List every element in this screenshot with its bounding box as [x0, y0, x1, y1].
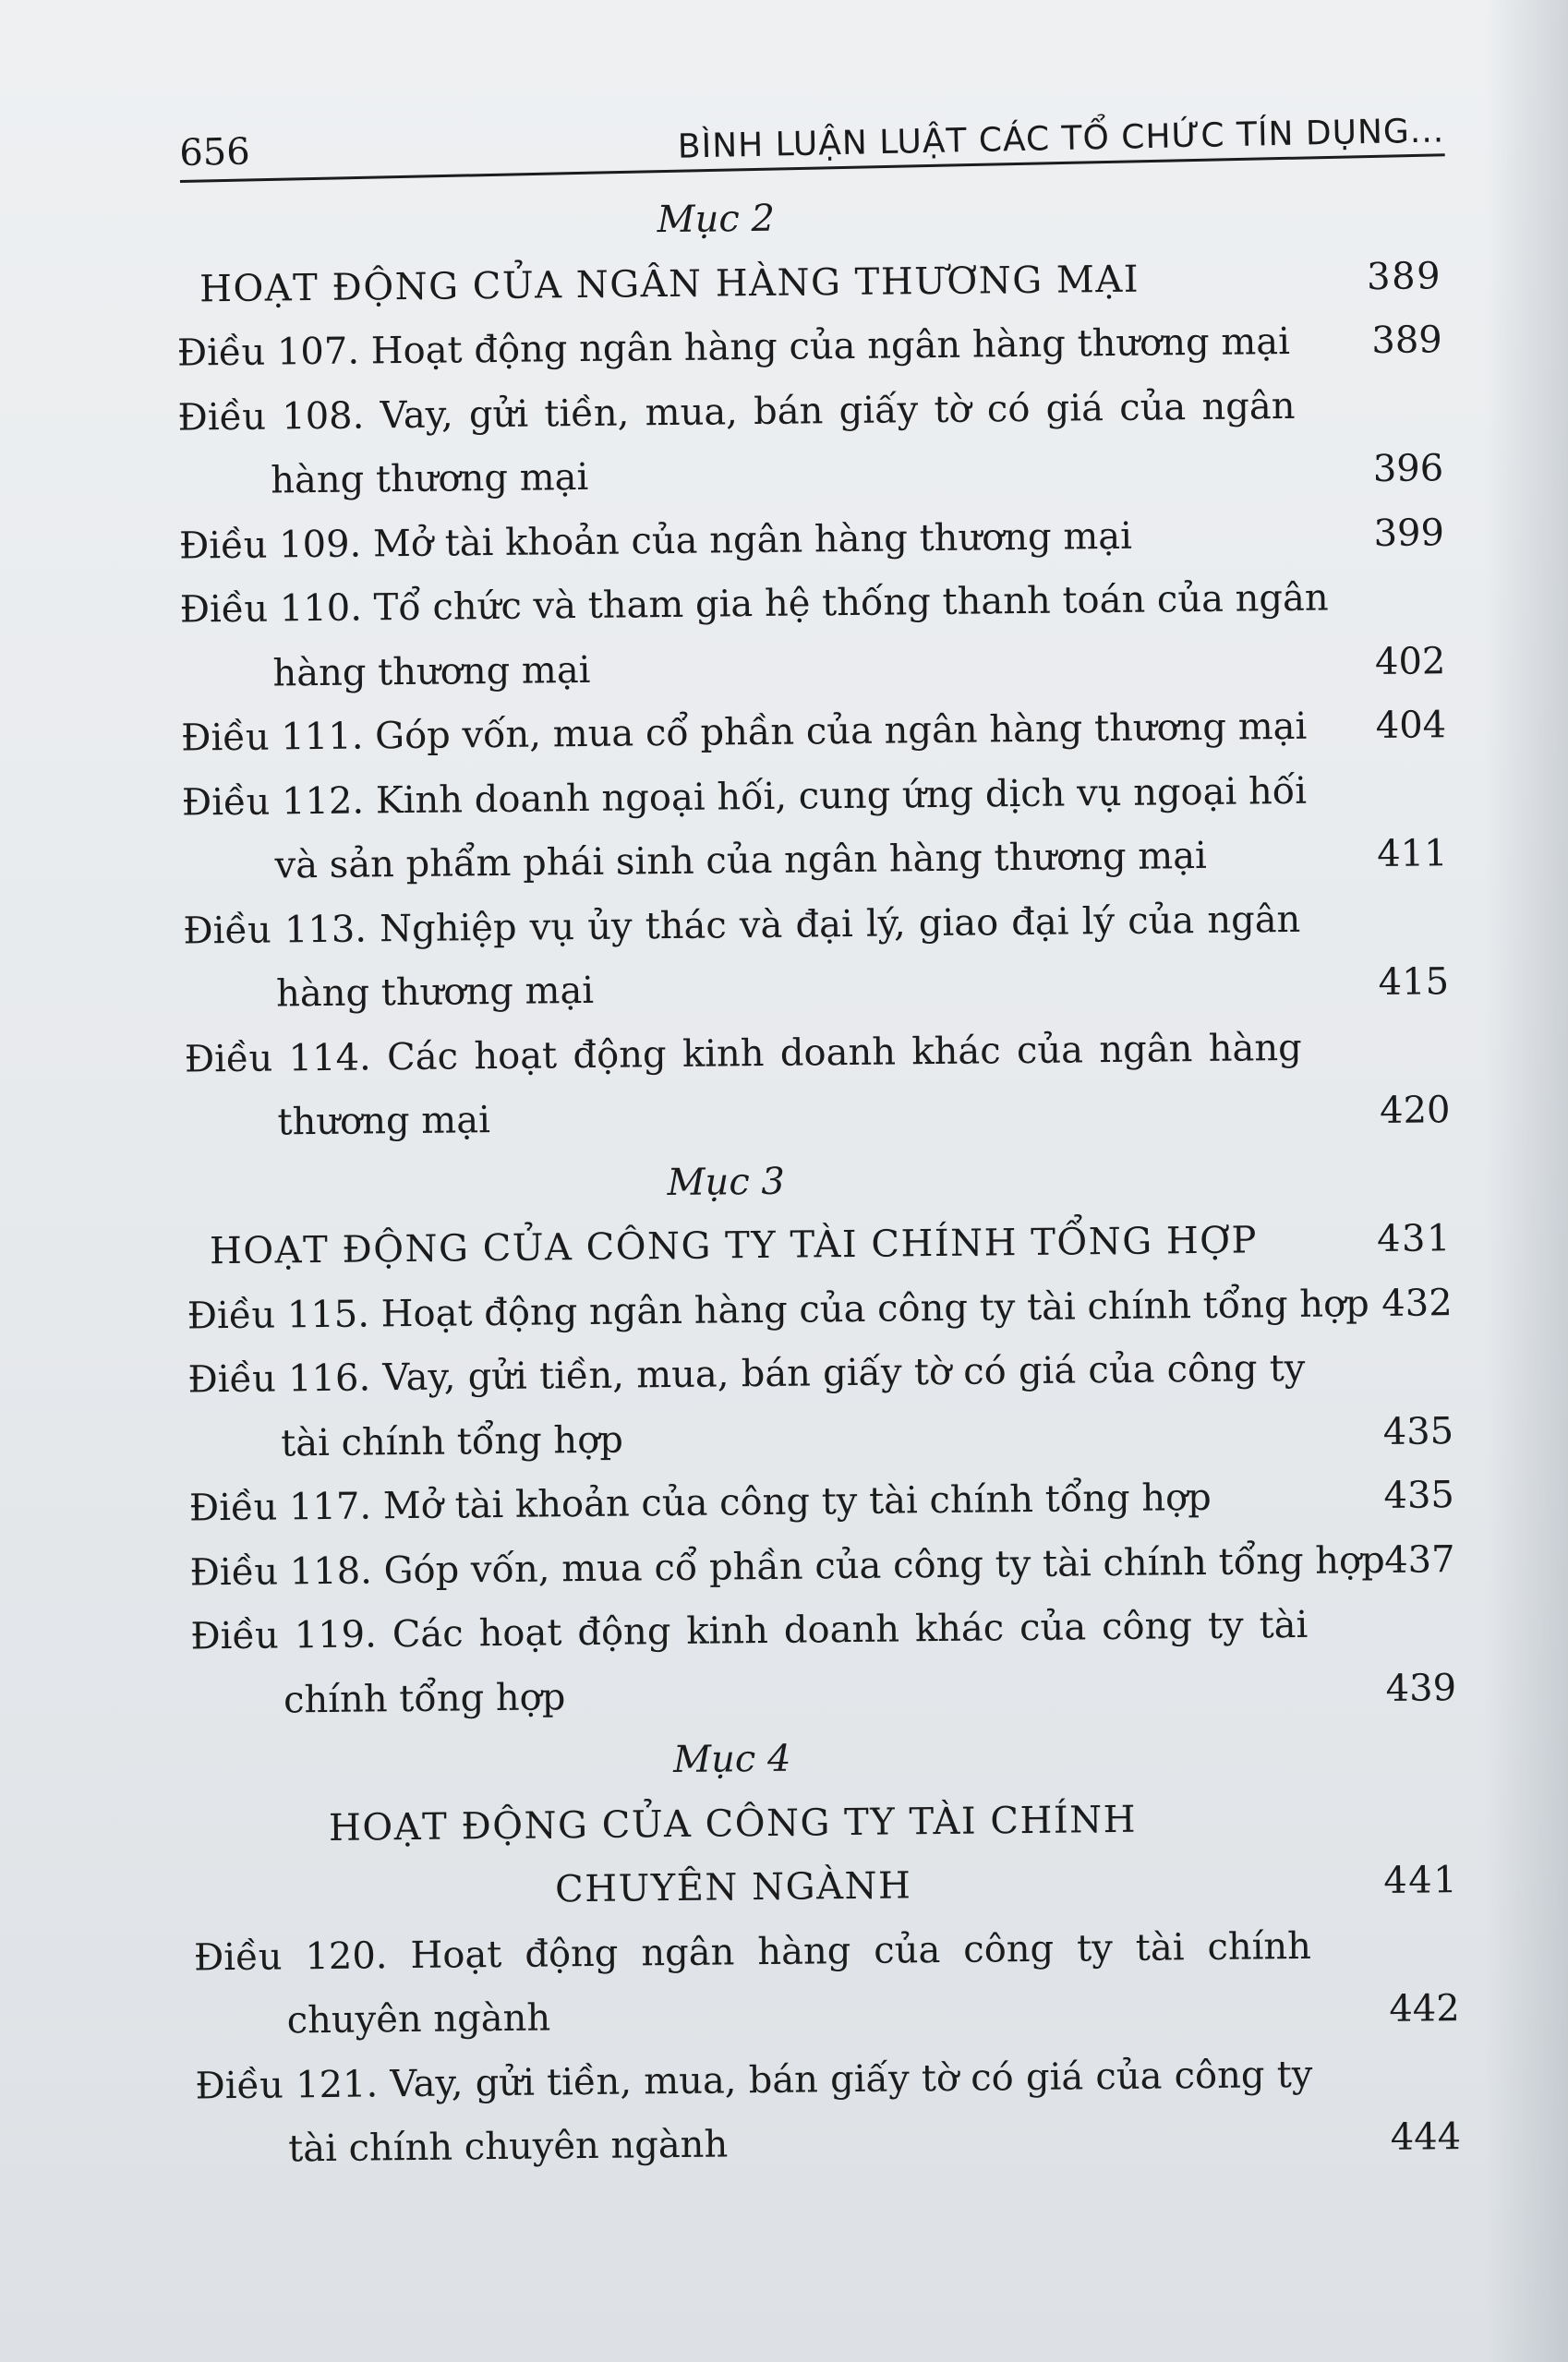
table-of-contents: [139, 180, 1461, 2183]
page-ref: 399: [1373, 511, 1445, 555]
page-ref: 431: [1376, 1217, 1453, 1261]
toc-entry: Điều 107. Hoạt động ngân hàng của ngân hàng thương mại 389: [139, 308, 1442, 386]
toc-entry-continuation: chính tổng hợp 439: [154, 1657, 1457, 1734]
toc-entry: Điều 108. Vay, gửi tiền, mua, bán giấy tờ có giá của ngân: [177, 384, 1296, 440]
page-ref: 442: [1389, 1987, 1460, 2031]
toc-entry: Điều 121. Vay, gửi tiền, mua, bán giấy tờ có giá của công ty: [195, 2053, 1313, 2107]
toc-entry-continuation: chuyên ngành 442: [157, 1977, 1460, 2055]
section-title-continuation: CHUYÊN NGÀNH 441: [156, 1849, 1459, 1926]
page-ref: 389: [1366, 254, 1442, 298]
page-header: [178, 66, 1445, 183]
toc-entry: Điều 116. Vay, gửi tiền, mua, bán giấy tờ có giá của công ty: [187, 1346, 1306, 1402]
toc-entry-continuation: hàng thương mại 415: [147, 950, 1450, 1028]
toc-entry: Điều 112. Kinh doanh ngoại hối, cung ứng dịch vụ ngoại hối: [181, 769, 1308, 825]
toc-entry: Điều 120. Hoạt động ngân hàng của công ty tài chính: [193, 1924, 1312, 1979]
toc-entry: Điều 110. Tổ chức và tham gia hệ thống thanh toán của ngân: [179, 576, 1329, 632]
section-label: Mục 3: [667, 1160, 786, 1204]
page-ref: 439: [1385, 1666, 1457, 1710]
page-ref: 404: [1375, 704, 1447, 748]
section-title: HOẠT ĐỘNG CỦA CÔNG TY TÀI CHÍNH TỔNG HỢP 431: [150, 1207, 1453, 1284]
page-ref: 441: [1383, 1859, 1459, 1902]
page-edge-shadow: [1485, 0, 1568, 2362]
toc-entry: Điều 109. Mở tài khoản của ngân hàng thương mại 399: [142, 501, 1445, 579]
section-title: HOẠT ĐỘNG CỦA NGÂN HÀNG THƯƠNG MẠI 389: [139, 245, 1442, 322]
page-ref: 415: [1378, 960, 1450, 1004]
toc-entry-continuation: hàng thương mại 396: [141, 437, 1444, 514]
toc-entry: Điều 113. Nghiệp vụ ủy thác và đại lý, giao đại lý của ngân: [183, 898, 1301, 953]
page-number: 656: [178, 130, 251, 175]
page-ref: 435: [1382, 1409, 1454, 1453]
toc-entry: Điều 114. Các hoạt động kinh doanh khác của ngân hàng: [184, 1026, 1302, 1081]
toc-entry-continuation: và sản phẩm phái sinh của ngân hàng thương mại 411: [145, 822, 1448, 899]
toc-entry: Điều 119. Các hoạt động kinh doanh khác của công ty tài: [190, 1603, 1309, 1658]
page-ref: 444: [1390, 2115, 1462, 2159]
toc-entry: Điều 118. Góp vốn, mua cổ phần của công ty tài chính tổng hợp 437: [152, 1528, 1455, 1606]
section-label: Mục 4: [672, 1737, 791, 1782]
page-ref: 420: [1379, 1089, 1451, 1132]
page-ref: 435: [1383, 1474, 1455, 1517]
page-ref: 402: [1374, 639, 1446, 683]
toc-entry-continuation: tài chính tổng hợp 435: [151, 1400, 1454, 1477]
toc-entry-continuation: hàng thương mại 402: [143, 630, 1446, 707]
section-label: Mục 2: [657, 197, 776, 242]
page-ref: 432: [1381, 1281, 1453, 1325]
toc-entry: Điều 117. Mở tài khoản của công ty tài chính tổng hợp 435: [152, 1464, 1455, 1541]
page-ref: 389: [1371, 319, 1442, 363]
toc-entry-continuation: tài chính chuyên ngành 444: [159, 2105, 1462, 2183]
toc-entry: Điều 111. Góp vốn, mua cổ phần của ngân hàng thương mại 404: [144, 693, 1447, 771]
running-title: BÌNH LUẬN LUẬT CÁC TỔ CHỨC TÍN DỤNG...: [677, 112, 1445, 166]
page-ref: 437: [1383, 1537, 1455, 1582]
section-title: HOẠT ĐỘNG CỦA CÔNG TY TÀI CHÍNH: [328, 1798, 1138, 1850]
page-ref: 411: [1376, 832, 1448, 875]
page-ref: 396: [1372, 447, 1444, 491]
toc-entry: Điều 115. Hoạt động ngân hàng của công ty tài chính tổng hợp 432: [150, 1271, 1453, 1349]
toc-entry-continuation: thương mại 420: [148, 1079, 1451, 1156]
